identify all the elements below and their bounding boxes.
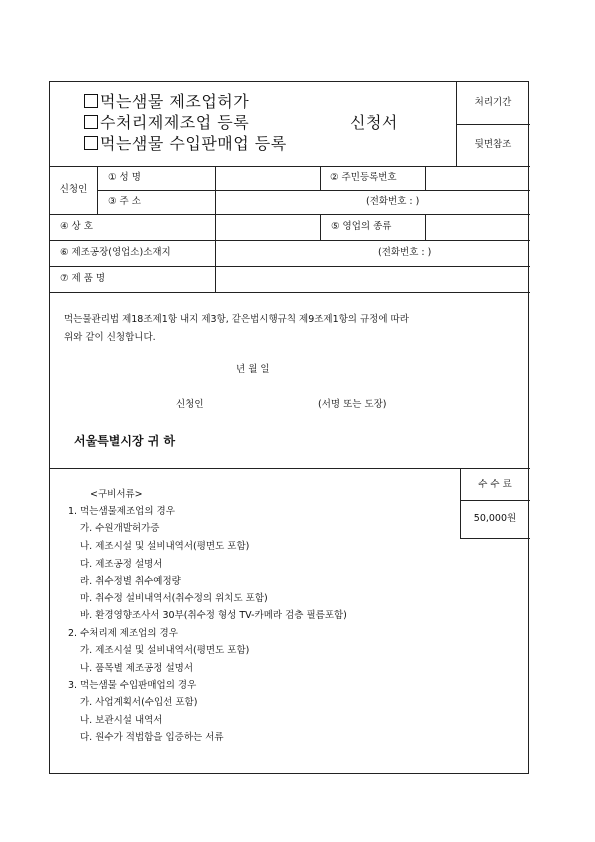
title-line-3: 먹는샘물 수입판매업 등록 <box>84 134 287 154</box>
section-divider <box>50 468 530 469</box>
business-type-field[interactable] <box>426 215 529 239</box>
document-item: 바. 환경영향조사서 30부(취수정 형성 TV-카메라 검층 필름포함) <box>80 610 347 621</box>
document-item: 마. 취수정 설비내역서(취수정의 위치도 포함) <box>80 593 268 604</box>
document-item: 라. 취수정별 취수예정량 <box>80 576 181 587</box>
fee-label: 수 수 료 <box>478 479 512 490</box>
document-item: 가. 수원개발허가증 <box>80 523 160 534</box>
statement-text: 위와 같이 신청합니다. <box>64 332 156 343</box>
applicant-signature-label: 신청인 <box>176 399 204 410</box>
product-name-field[interactable] <box>216 267 529 291</box>
processing-period-label: 처리기간 <box>474 97 512 108</box>
name-field[interactable] <box>216 167 319 189</box>
factory-location-label: ⑥ 제조공장(영업소)소재지 <box>60 247 171 258</box>
name-label: ① 성 명 <box>108 172 141 183</box>
fee-box-line <box>460 500 530 501</box>
checkbox-icon[interactable] <box>84 136 98 150</box>
resident-id-field[interactable] <box>426 167 529 189</box>
applicant-group-label: 신청인 <box>59 184 88 195</box>
date-line: 년 월 일 <box>236 364 270 375</box>
business-type-label: ⑤ 영업의 종류 <box>331 221 392 232</box>
address-phone-label: (전화번호 : ) <box>366 196 420 207</box>
grid-line <box>320 214 321 240</box>
document-item: 1. 먹는샘물제조업의 경우 <box>68 506 175 517</box>
processing-period-value: 뒷면참조 <box>474 139 512 150</box>
resident-id-label: ② 주민등록번호 <box>330 172 397 183</box>
document-item: 다. 원수가 적법함을 입증하는 서류 <box>80 732 224 743</box>
document-item: 나. 품목별 제조공정 설명서 <box>80 663 194 674</box>
factory-phone-label: (전화번호 : ) <box>378 247 432 258</box>
document-item: 나. 제조시설 및 설비내역서(평면도 포함) <box>80 541 250 552</box>
fee-value: 50,000원 <box>473 513 517 524</box>
addressee: 서울특별시장 귀 하 <box>74 434 176 448</box>
factory-location-field[interactable] <box>216 241 366 265</box>
address-label: ③ 주 소 <box>108 196 141 207</box>
grid-line <box>50 292 530 293</box>
checkbox-icon[interactable] <box>84 115 98 129</box>
signature-hint: (서명 또는 도장) <box>318 399 387 410</box>
document-item: 3. 먹는샘물 수입판매업의 경우 <box>68 680 197 691</box>
grid-line <box>97 166 98 214</box>
address-field[interactable] <box>216 191 356 213</box>
grid-line <box>320 166 321 190</box>
product-name-label: ⑦ 제 품 명 <box>60 273 106 284</box>
header-divider <box>456 124 530 125</box>
title-line-2: 수처리제제조업 등록 <box>84 113 249 133</box>
document-item: 가. 사업계획서(수입선 포함) <box>80 697 198 708</box>
title-suffix: 신청서 <box>350 113 398 132</box>
checkbox-icon[interactable] <box>84 94 98 108</box>
document-item: 나. 보관시설 내역서 <box>80 715 163 726</box>
documents-heading: <구비서류> <box>90 489 143 500</box>
fee-box-line <box>460 538 530 539</box>
statement-text: 먹는물관리법 제18조제1항 내지 제3항, 같은법시행규칙 제9조제1항의 규정에 따라 <box>64 314 409 325</box>
application-form <box>49 81 529 774</box>
trade-name-label: ④ 상 호 <box>60 221 93 232</box>
document-item: 가. 제조시설 및 설비내역서(평면도 포함) <box>80 645 250 656</box>
document-item: 2. 수처리제 제조업의 경우 <box>68 628 178 639</box>
title-line-1: 먹는샘물 제조업허가 <box>84 92 249 112</box>
trade-name-field[interactable] <box>216 215 319 239</box>
document-item: 다. 제조공정 설명서 <box>80 559 163 570</box>
